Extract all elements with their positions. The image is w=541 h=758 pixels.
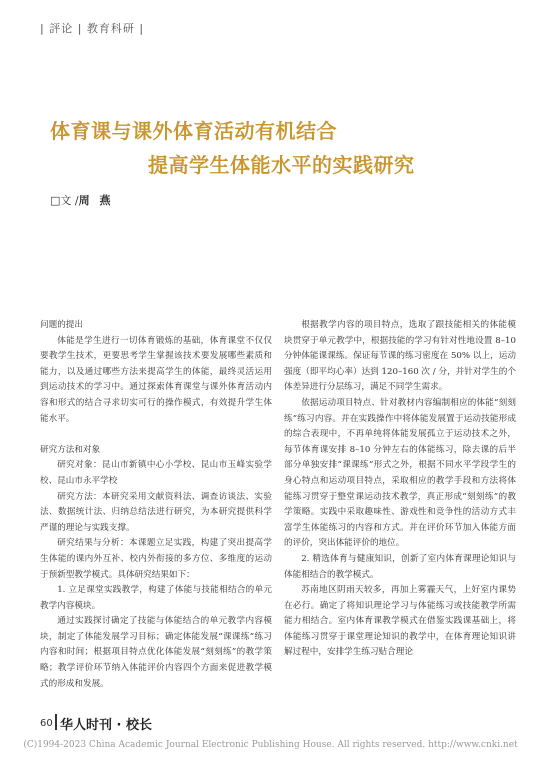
- paragraph: 苏南地区阴雨天较多，再加上雾霾天气，上好室内课势在必行。确定了将知识理论学习与体能练习或技能教学所需能力相结合。室内体育课教学模式在借鉴实践课基础上，将体能练习贯穿于课堂理论知识的教学中，在体育理论知识讲解过程中，安排学生练习贴合理论: [284, 585, 516, 658]
- paragraph: 2. 精选体育与健康知识，创新了室内体育课理论知识与体能相结合的教学模式。: [284, 553, 516, 580]
- paragraph: 问题的提出: [40, 320, 83, 330]
- byline-prefix: □文 /: [50, 194, 79, 207]
- paragraph: 体能是学生进行一切体育锻炼的基础，体育课堂不仅仅要教学生技术，更要思考学生掌握该技术要发展哪些素质和能力，以及通过哪些方法来提高学生的体能，最终灵活运用到运动技术的学习中。通过探索体育课堂与课外体育活动内容和形式的结合寻求切实可行的操作模式，有效提升学生体能水平。: [40, 335, 272, 424]
- footer-divider: [55, 714, 57, 730]
- paragraph: 通过实践探讨确定了技能与体能结合的单元教学内容模块，制定了体能发展学习目标；确定体能发展“课课练”练习内容和时间；根据项目特点优化体能发展“刻刻练”的教学策略；教学评价环节纳入体能评价内容四个方面来促进教学模式的形成和发展。: [40, 616, 272, 689]
- section-tag: | 評论 | 教育科研 |: [40, 22, 145, 35]
- paragraph: 研究结果与分析：本课题立足实践，构建了突出提高学生体能的课内外互补、校内外衔接的多方位、多维度的运动于预新型教学模式。具体研究结果如下：: [40, 538, 272, 580]
- paragraph: 依据运动项目特点、针对教材内容编制相应的体能“刻刻练”练习内容。并在实践操作中将体能发展置于运动技能形成的综合表现中，不再单纯将体能发展孤立于运动技术之外，每节体育课安排 8–10 分钟左右的体能练习，除去课的后半部分单独安排“课课练”形式之外，根据不同水平学段学生的身心特点和运动项目特点，采取相应的教学手段和方法将体能练习贯穿于整堂课运动技术教学，真正形成“刻刻练”的教学策略。实践中采取趣味性、游戏性和竞争性的活动方式丰富学生体能练习的内容和方式。并在评价环节加入体能方面的评价，突出体能评价的地位。: [284, 397, 516, 549]
- left-column: [40, 318, 272, 692]
- article-title-line-1: 体育课与课外体育活动有机结合: [50, 119, 337, 143]
- byline: [50, 192, 113, 208]
- paragraph: 根据教学内容的项目特点，选取了跟技能相关的体能模块贯穿于单元教学中，根据技能的学习有针对性地设置 8–10 分钟体能课课练。保证每节课的练习密度在 50% 以上，运动强度（即平均心率）达到 120–160 次 / 分，并针对学生的个体差异进行分层练习，满足不同学生需求。: [284, 320, 516, 393]
- publication-name: 华人时刊 · 校长: [60, 718, 152, 733]
- paragraph: 研究对象：昆山市新镇中心小学校、昆山市玉峰实验学校、昆山市永平学校: [40, 460, 272, 486]
- author-name: 周 燕: [78, 194, 114, 207]
- paragraph: 研究方法：本研究采用文献资料法、调查访谈法、实验法、数据统计法、归纳总结法进行研究，为本研究提供科学严谨的理论与实践支撑。: [40, 491, 272, 533]
- page-number: 60: [40, 718, 53, 729]
- paragraph: 1. 立足课堂实践教学，构建了体能与技能相结合的单元教学内容模块。: [40, 585, 272, 611]
- paragraph: 研究方法和对象: [40, 444, 101, 455]
- article-title-line-2: 提高学生体能水平的实践研究: [148, 153, 415, 177]
- right-column: [284, 318, 516, 661]
- copyright-watermark: (C)1994-2023 China Academic Journal Electronic Publishing House. All rights reserved. http://www.cnki.net: [23, 740, 518, 750]
